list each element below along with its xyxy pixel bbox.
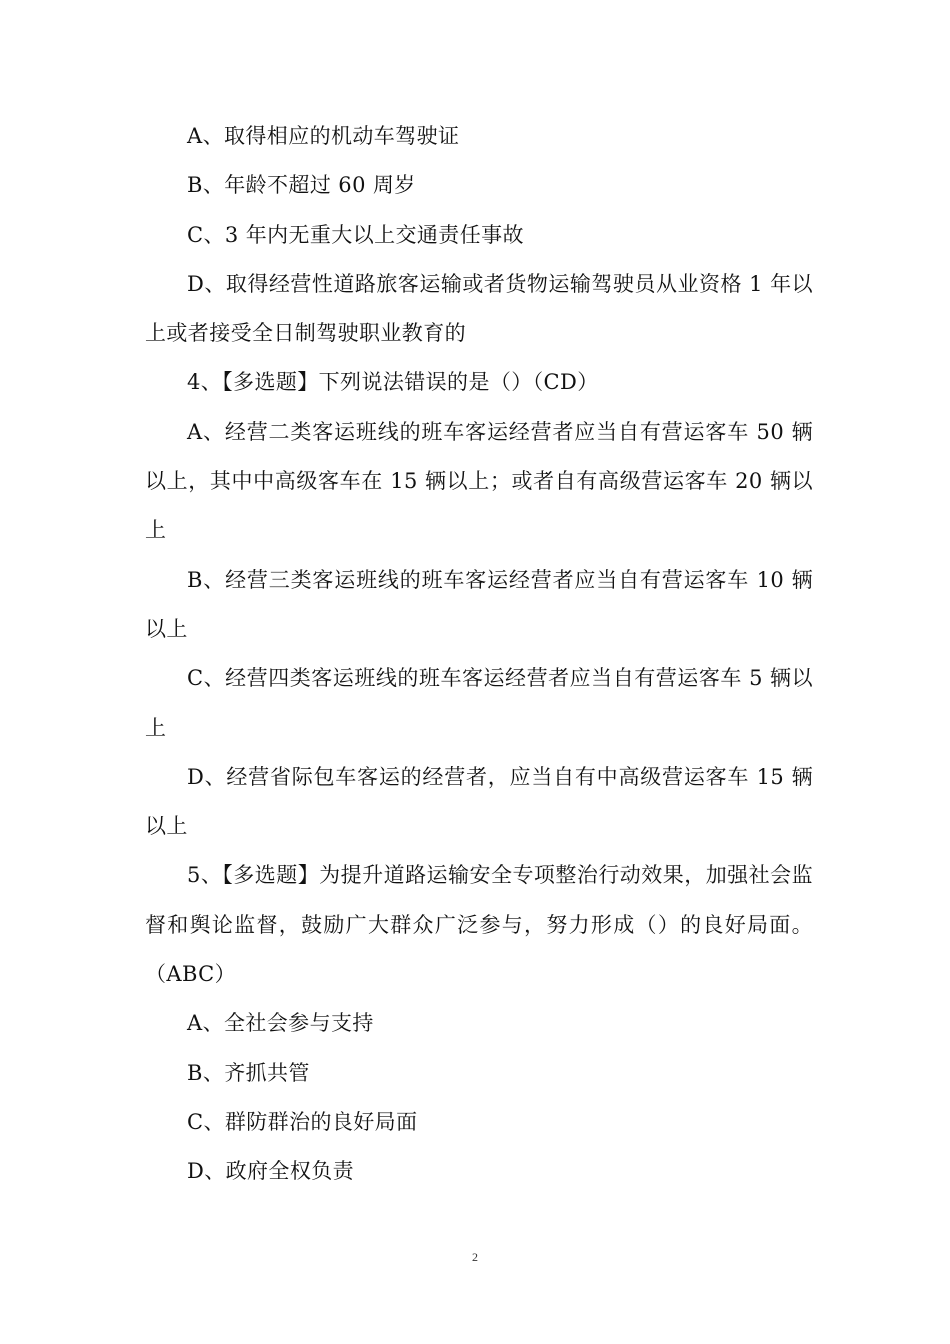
- option-b-q4: B、经营三类客运班线的班车客运经营者应当自有营运客车 10 辆以上: [145, 567, 813, 641]
- page-content: [145, 112, 813, 1197]
- option-d-q3: D、取得经营性道路旅客运输或者货物运输驾驶员从业资格 1 年以上或者接受全日制驾驶职业教育的: [145, 271, 813, 346]
- option-a-q5: A、全社会参与支持: [187, 1011, 374, 1036]
- option-d-q5: D、政府全权负责: [187, 1159, 355, 1184]
- page-number: 2: [472, 1250, 478, 1264]
- option-c-q5: C、群防群治的良好局面: [187, 1109, 418, 1134]
- option-a-q3: A、取得相应的机动车驾驶证: [187, 124, 460, 148]
- option-c-q3: C、3 年内无重大以上交通责任事故: [187, 222, 524, 247]
- option-b-q5: B、齐抓共管: [187, 1060, 310, 1085]
- option-d-q4: D、经营省际包车客运的经营者，应当自有中高级营运客车 15 辆以上: [145, 764, 813, 839]
- option-a-q4: A、经营二类客运班线的班车客运经营者应当自有营运客车 50 辆以上，其中中高级客车在 15 辆以上；或者自有高级营运客车 20 辆以上: [145, 419, 813, 543]
- question-5: 5、【多选题】为提升道路运输安全专项整治行动效果，加强社会监督和舆论监督，鼓励广大群众广泛参与，努力形成（）的良好局面。（ABC）: [145, 863, 813, 987]
- option-c-q4: C、经营四类客运班线的班车客运经营者应当自有营运客车 5 辆以上: [145, 666, 813, 740]
- option-b-q3: B、年龄不超过 60 周岁: [187, 173, 416, 198]
- question-4: 4、【多选题】下列说法错误的是（）（CD）: [187, 370, 599, 395]
